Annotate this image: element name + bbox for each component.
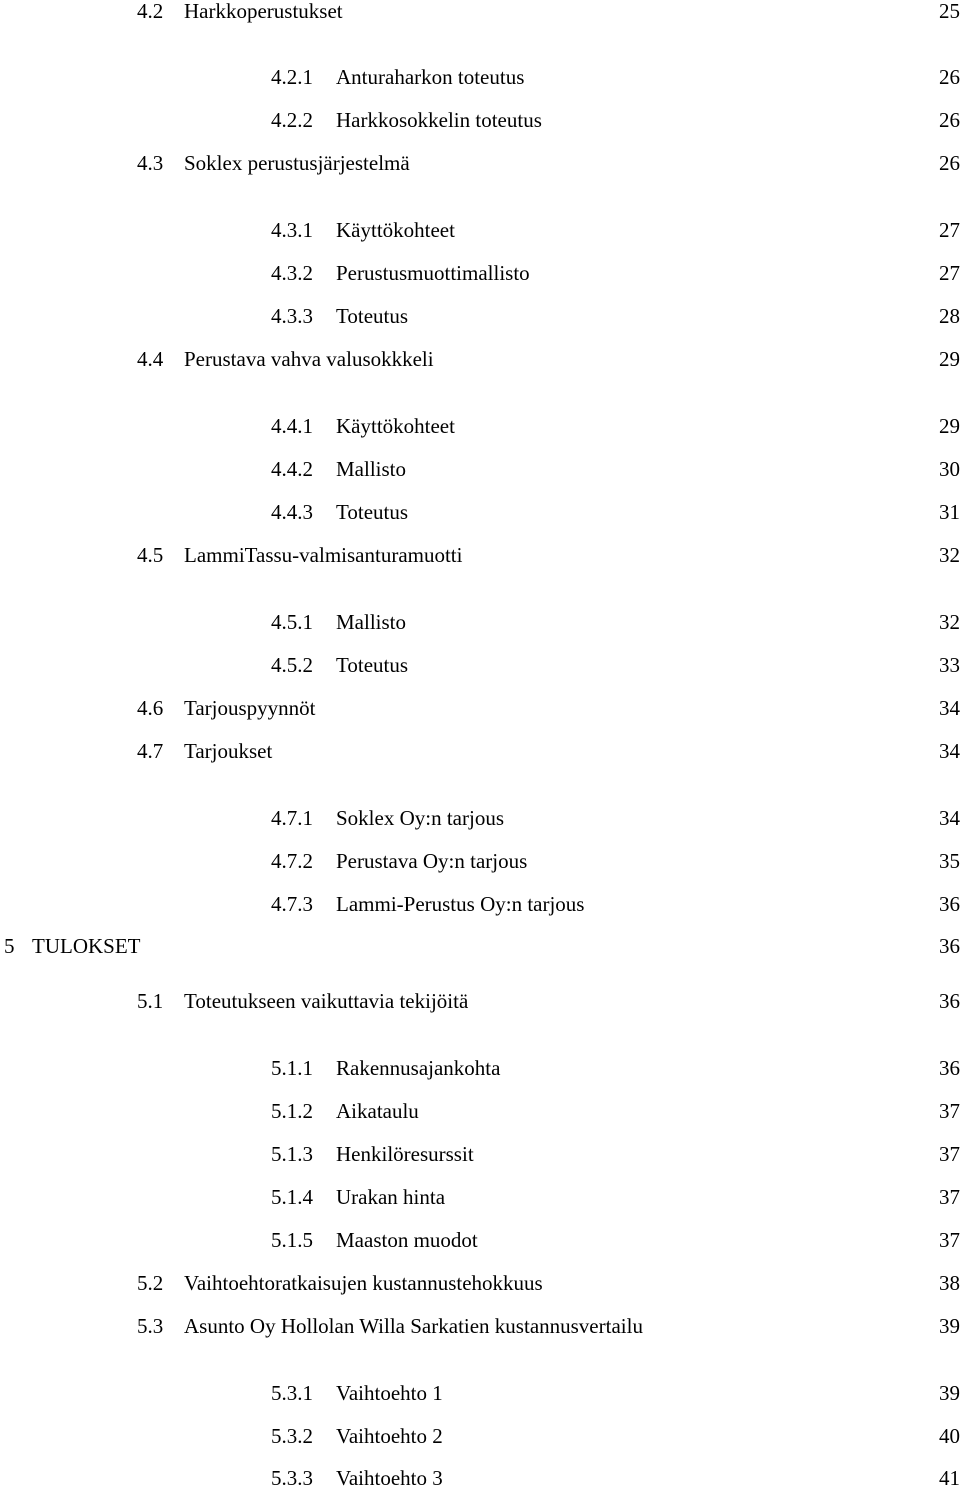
toc-entry-title: Toteutus — [336, 653, 409, 677]
toc-entry-number: 4.5.2 — [271, 653, 313, 677]
toc-entry — [0, 215, 960, 245]
toc-entry — [0, 0, 960, 26]
toc-entry-number: 4.7 — [137, 739, 164, 763]
toc-entry-number: 4.3 — [137, 151, 164, 175]
toc-entry-number: 5.3.2 — [271, 1424, 313, 1448]
toc-entry-title: Käyttökohteet — [336, 414, 455, 438]
toc-entry-title: Asunto Oy Hollolan Willa Sarkatien kustannusvertailu — [184, 1314, 643, 1338]
toc-entry-page: 36 — [939, 892, 960, 916]
toc-entry-title: Urakan hinta — [336, 1185, 446, 1209]
toc-entry-number: 5.1.5 — [271, 1228, 313, 1252]
toc-entry-title: Aikataulu — [336, 1099, 419, 1123]
toc-entry-title: LammiTassu-valmisanturamuotti — [184, 543, 463, 567]
toc-entry-title: Mallisto — [336, 610, 407, 634]
toc-entry-title: Harkkoperustukset — [184, 0, 343, 23]
toc-entry-number: 5.3 — [137, 1314, 164, 1338]
toc-entry-title: Maaston muodot — [336, 1228, 478, 1252]
toc-entry-page: 39 — [939, 1381, 960, 1405]
toc-entry-number: 4.4 — [137, 347, 164, 371]
toc-entry-page: 39 — [939, 1314, 960, 1338]
toc-entry — [0, 1421, 960, 1451]
toc-entry — [0, 803, 960, 833]
toc-entry-number: 4.2.1 — [271, 65, 313, 89]
toc-entry — [0, 1053, 960, 1083]
toc-entry-title: Harkkosokkelin toteutus — [336, 108, 542, 132]
toc-entry-title: Vaihtoehto 2 — [336, 1424, 443, 1448]
toc-entry-number: 4.2.2 — [271, 108, 313, 132]
toc-entry — [0, 105, 960, 135]
toc-entry-title: TULOKSET — [32, 934, 141, 958]
toc-entry-page: 31 — [939, 500, 960, 524]
toc-entry-page: 27 — [939, 261, 960, 285]
toc-entry-page: 25 — [939, 0, 960, 23]
toc-entry-title: Perustava Oy:n tarjous — [336, 849, 528, 873]
toc-entry-number: 5 — [4, 934, 15, 958]
toc-entry-page: 33 — [939, 653, 960, 677]
toc-entry-number: 5.3.3 — [271, 1466, 313, 1490]
toc-entry — [0, 411, 960, 441]
toc-entry-page: 34 — [939, 696, 960, 720]
toc-entry-page: 28 — [939, 304, 960, 328]
toc-entry-title: Mallisto — [336, 457, 407, 481]
toc-entry — [0, 1182, 960, 1212]
toc-entry-number: 4.5 — [137, 543, 164, 567]
toc-entry-number: 5.1 — [137, 989, 164, 1013]
toc-entry-title: Soklex perustusjärjestelmä — [184, 151, 410, 175]
toc-entry-page: 37 — [939, 1099, 960, 1123]
toc-entry-page: 26 — [939, 151, 960, 175]
toc-entry — [0, 889, 960, 919]
toc-entry-page: 36 — [939, 934, 960, 958]
toc-entry-title: Vaihtoehtoratkaisujen kustannustehokkuus — [184, 1271, 543, 1295]
toc-entry-title: Käyttökohteet — [336, 218, 455, 242]
toc-entry-number: 5.1.2 — [271, 1099, 313, 1123]
toc-entry — [0, 1378, 960, 1408]
toc-entry-page: 36 — [939, 1056, 960, 1080]
toc-entry-title: Rakennusajankohta — [336, 1056, 501, 1080]
toc-entry — [0, 148, 960, 178]
toc-entry — [0, 1268, 960, 1298]
toc-entry-page: 37 — [939, 1185, 960, 1209]
toc-entry-number: 4.7.2 — [271, 849, 313, 873]
toc-entry-title: Anturaharkon toteutus — [336, 65, 525, 89]
toc-entry-title: Toteutus — [336, 500, 409, 524]
toc-entry-page: 34 — [939, 806, 960, 830]
toc-entry-number: 5.1.1 — [271, 1056, 313, 1080]
toc-entry-number: 4.3.3 — [271, 304, 313, 328]
toc-entry-number: 5.3.1 — [271, 1381, 313, 1405]
toc-entry-title: Toteutukseen vaikuttavia tekijöitä — [184, 989, 469, 1013]
toc-entry-page: 26 — [939, 108, 960, 132]
toc-entry-page: 32 — [939, 543, 960, 567]
toc-entry — [0, 301, 960, 331]
toc-entry — [0, 736, 960, 766]
toc-entry-page: 38 — [939, 1271, 960, 1295]
toc-entry — [0, 258, 960, 288]
toc-entry-number: 4.3.2 — [271, 261, 313, 285]
toc-entry-number: 4.7.1 — [271, 806, 313, 830]
toc-entry — [0, 454, 960, 484]
toc-entry — [0, 62, 960, 92]
toc-entry-page: 32 — [939, 610, 960, 634]
toc-entry — [0, 650, 960, 680]
toc-entry-page: 27 — [939, 218, 960, 242]
toc-entry-number: 5.1.4 — [271, 1185, 313, 1209]
toc-entry — [0, 931, 960, 961]
toc-entry-page: 29 — [939, 347, 960, 371]
toc-entry-title: Tarjoukset — [184, 739, 273, 763]
toc-entry-page: 40 — [939, 1424, 960, 1448]
toc-entry-title: Vaihtoehto 3 — [336, 1466, 443, 1490]
toc-entry-page: 37 — [939, 1142, 960, 1166]
toc-entry-number: 4.3.1 — [271, 218, 313, 242]
toc-entry — [0, 1225, 960, 1255]
toc-entry-page: 35 — [939, 849, 960, 873]
toc-entry-number: 4.4.3 — [271, 500, 313, 524]
toc-entry-number: 4.2 — [137, 0, 164, 23]
toc-entry — [0, 1463, 960, 1493]
toc-entry — [0, 1096, 960, 1126]
toc-entry-number: 5.2 — [137, 1271, 164, 1295]
toc-entry-page: 29 — [939, 414, 960, 438]
toc-entry — [0, 344, 960, 374]
toc-entry-number: 4.6 — [137, 696, 164, 720]
toc-entry-page: 34 — [939, 739, 960, 763]
toc-entry-title: Perustusmuottimallisto — [336, 261, 530, 285]
toc-entry-page: 36 — [939, 989, 960, 1013]
toc-entry-page: 37 — [939, 1228, 960, 1252]
toc-entry — [0, 497, 960, 527]
toc-entry-number: 4.4.2 — [271, 457, 313, 481]
toc-entry-page: 30 — [939, 457, 960, 481]
toc-entry-title: Perustava vahva valusokkkeli — [184, 347, 434, 371]
toc-entry-page: 26 — [939, 65, 960, 89]
toc-entry-title: Soklex Oy:n tarjous — [336, 806, 504, 830]
toc-entry — [0, 846, 960, 876]
toc-entry — [0, 607, 960, 637]
toc-entry — [0, 1311, 960, 1341]
toc-entry-page: 41 — [939, 1466, 960, 1490]
toc-entry-title: Toteutus — [336, 304, 409, 328]
toc-entry-title: Henkilöresurssit — [336, 1142, 474, 1166]
toc-entry — [0, 986, 960, 1016]
toc-entry-title: Tarjouspyynnöt — [184, 696, 316, 720]
toc-entry — [0, 540, 960, 570]
toc-entry-title: Lammi-Perustus Oy:n tarjous — [336, 892, 585, 916]
toc-entry-title: Vaihtoehto 1 — [336, 1381, 443, 1405]
toc-entry-number: 4.5.1 — [271, 610, 313, 634]
toc-entry-number: 4.7.3 — [271, 892, 313, 916]
toc-entry-number: 4.4.1 — [271, 414, 313, 438]
toc-entry — [0, 1139, 960, 1169]
toc-entry-number: 5.1.3 — [271, 1142, 313, 1166]
toc-entry — [0, 693, 960, 723]
